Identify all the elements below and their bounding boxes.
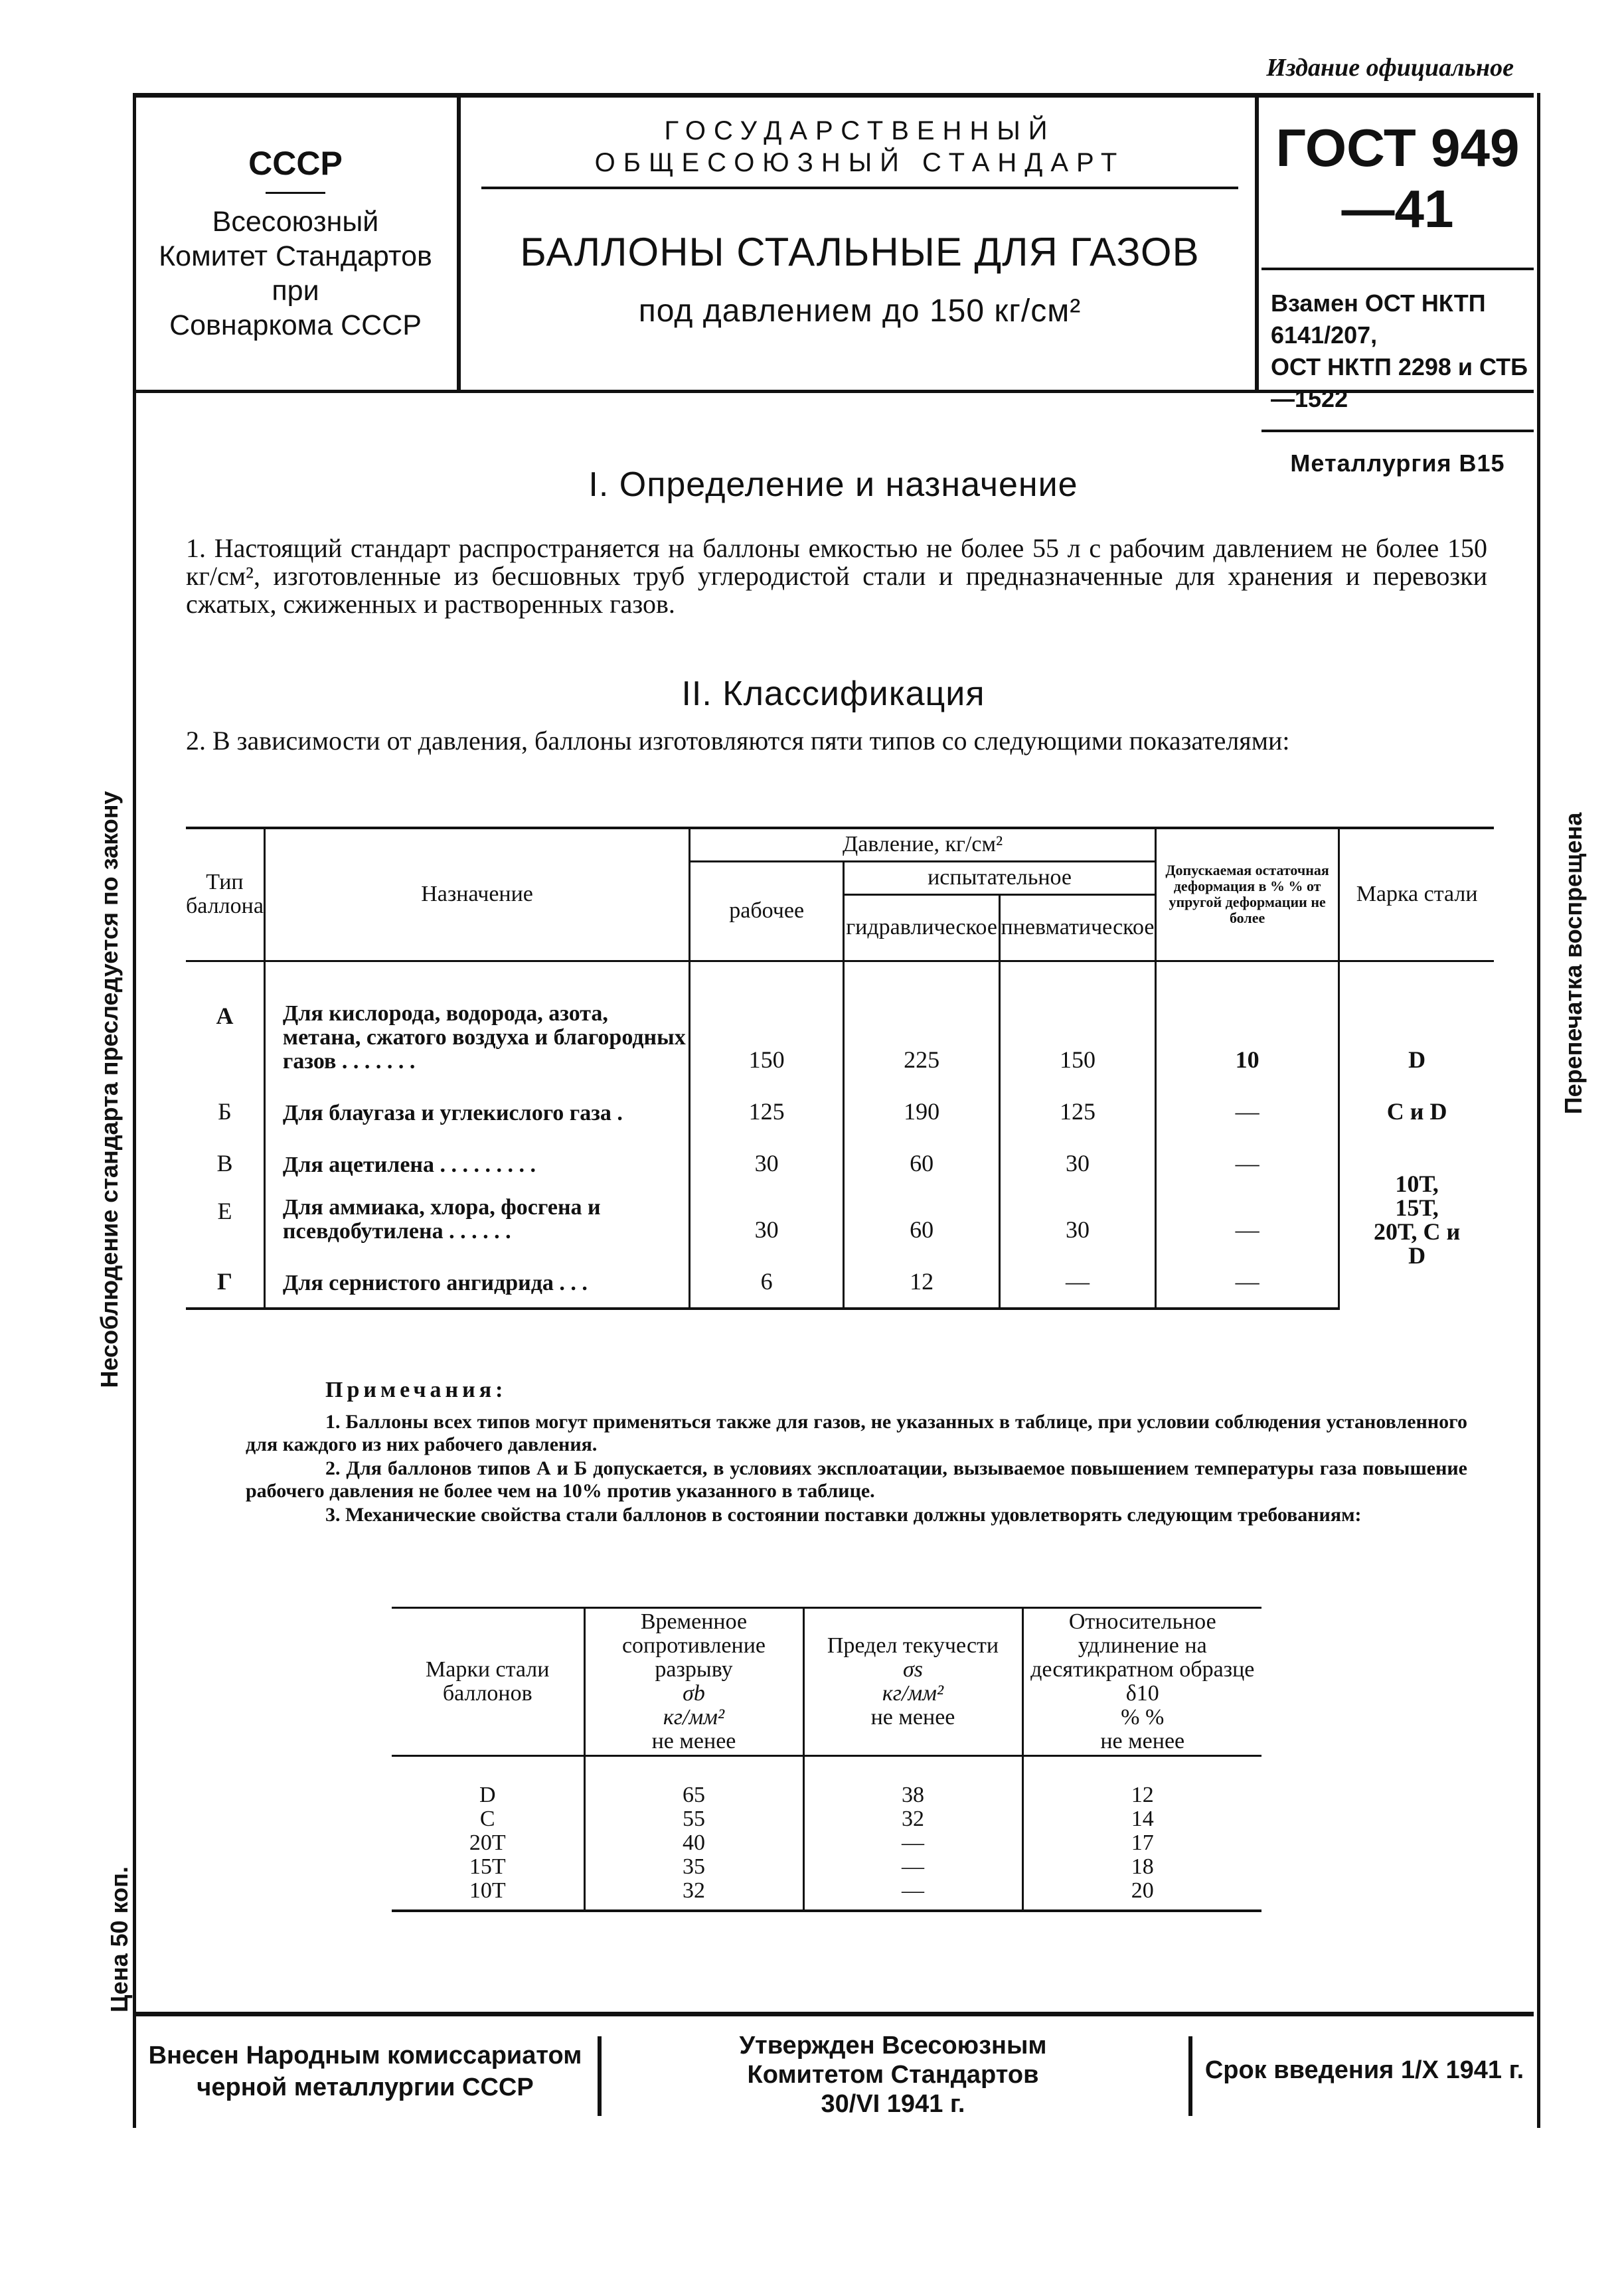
replaces-line: ОСТ НКТП 2298 и СТБ—1522 [1271, 353, 1528, 412]
yield-value: 38 [902, 1783, 924, 1807]
grade-value: 10Т [469, 1878, 506, 1903]
header-strength-unit: кг/мм² [663, 1705, 725, 1730]
header-strength [584, 1608, 803, 1756]
header-yield [803, 1608, 1022, 1756]
table-row [186, 1182, 1494, 1249]
cell-working: 125 [690, 1079, 844, 1131]
divider [266, 192, 325, 194]
strength-value: 65 [683, 1783, 705, 1807]
divider [1261, 268, 1534, 270]
elongation-column [1022, 1756, 1261, 1911]
cell-type: Г [186, 1249, 264, 1309]
divider [481, 187, 1238, 189]
code-block [1261, 98, 1534, 477]
yield-value: 32 [902, 1807, 924, 1831]
header-strength-symbol: σb [683, 1681, 705, 1706]
approved-by [598, 2031, 1188, 2119]
elongation-value: 17 [1131, 1830, 1154, 1855]
cell-pneumatic: 30 [1000, 1131, 1156, 1182]
note: 1. Баллоны всех типов могут применяться также для газов, не указанных в таблице, при условии соблюдения установленного для каждого из них рабочего давления. [246, 1411, 1467, 1455]
grade-value: С [479, 1807, 495, 1831]
cell-working: 30 [690, 1131, 844, 1182]
elongation-value: 12 [1131, 1783, 1154, 1807]
strength-column [584, 1756, 803, 1911]
approved-line: Комитетом Стандартов [747, 2061, 1039, 2089]
legal-notice: Несоблюдение стандарта преследуется по закону [96, 791, 123, 1388]
cell-pneumatic: 150 [1000, 961, 1156, 1079]
cell-working: 30 [690, 1182, 844, 1249]
cell-type: А [186, 961, 264, 1079]
committee-line: Всесоюзный [212, 206, 379, 238]
cell-deformation: — [1156, 1249, 1339, 1309]
paragraph: 1. Настоящий стандарт распространяется на баллоны емкостью не более 55 л с рабочим давлением не более 150 кг/см², изготовленные из бесшовных труб углеродистой стали и предназначенные для хранения и перевозки сжатых, сжиженных и растворенных газов. [186, 533, 1487, 619]
header-strength-text: Временное сопротивление разрыву [621, 1609, 766, 1682]
header-yield-text: Предел текучести [827, 1633, 999, 1658]
elongation-value: 18 [1131, 1854, 1154, 1879]
strength-value: 40 [683, 1830, 705, 1855]
cell-purpose: Для сернистого ангидрида . . . [264, 1249, 689, 1309]
approved-line: 30/VI 1941 г. [821, 2090, 965, 2118]
cell-deformation: — [1156, 1131, 1339, 1182]
yield-column [803, 1756, 1022, 1911]
cell-hydraulic: 190 [844, 1079, 1000, 1131]
cell-hydraulic: 60 [844, 1131, 1000, 1182]
paragraph: 2. В зависимости от давления, баллоны изготовляются пяти типов со следующими показателями: [186, 726, 1290, 756]
header-yield-unit: кг/мм² [882, 1681, 944, 1706]
grade-value: 20Т [469, 1830, 506, 1855]
cell-type: Е [186, 1182, 264, 1249]
header-elongation-text: Относительное удлинение на десятикратном образце [1030, 1609, 1255, 1682]
cell-purpose: Для ацетилена . . . . . . . . . [264, 1131, 689, 1182]
elongation-value: 14 [1131, 1807, 1154, 1831]
elongation-value: 20 [1131, 1878, 1154, 1903]
table-row [186, 1249, 1494, 1309]
replaces-line: Взамен ОСТ НКТП 6141/207, [1271, 289, 1486, 349]
standard-kind: ОБЩЕСОЮЗНЫЙ СТАНДАРТ [594, 148, 1125, 177]
introduced-line: черной металлургии СССР [197, 2073, 534, 2101]
header-strength-min: не менее [651, 1729, 736, 1753]
divider [1261, 430, 1534, 432]
cell-working: 150 [690, 961, 844, 1079]
cell-hydraulic: 225 [844, 961, 1000, 1079]
yield-value: — [902, 1878, 924, 1903]
header-deformation: Допускаемая остаточная деформация в % % от упругой деформации не более [1156, 828, 1339, 961]
introduced-line: Внесен Народным комиссариатом [148, 2042, 582, 2069]
cell-steel: D [1339, 961, 1494, 1079]
edition-label: Издание официальное [1266, 54, 1514, 82]
table-row [392, 1756, 1261, 1911]
table-row [186, 1131, 1494, 1182]
introduced-by [133, 2040, 598, 2103]
section-heading: II. Классификация [681, 675, 985, 713]
document-subtitle: под давлением до 150 кг/см² [638, 293, 1082, 329]
yield-value: — [902, 1854, 924, 1879]
header-grade-text: Марки стали баллонов [426, 1657, 550, 1706]
grade-column [392, 1756, 584, 1911]
cell-working: 6 [690, 1249, 844, 1309]
reprint-notice: Перепечатка воспрещена [1560, 812, 1587, 1115]
cell-pneumatic: 125 [1000, 1079, 1156, 1131]
cell-pneumatic: 30 [1000, 1182, 1156, 1249]
header-elongation [1022, 1608, 1261, 1756]
header-test: испытательное [844, 861, 1156, 894]
header-yield-symbol: σs [903, 1657, 923, 1682]
issuer-block [133, 98, 458, 390]
standard-code: ГОСТ 949—41 [1275, 118, 1520, 238]
note: 3. Механические свойства стали баллонов в состоянии поставки должны удовлетворять следующим требованиям: [325, 1504, 1362, 1526]
cell-purpose: Для аммиака, хлора, фосгена и псевдобутилена . . . . . . [264, 1182, 689, 1249]
header-grade [392, 1608, 584, 1756]
cylinder-types-table [186, 827, 1494, 1310]
price-label: Цена 50 коп. [106, 1866, 133, 2012]
committee-line: Совнаркома СССР [169, 309, 422, 341]
document-footer [133, 2012, 1534, 2133]
yield-value: — [902, 1830, 924, 1855]
cell-pneumatic: — [1000, 1249, 1156, 1309]
table-row [186, 1079, 1494, 1131]
standard-kind: ГОСУДАРСТВЕННЫЙ [664, 116, 1056, 145]
ussr-label: СССР [248, 145, 343, 182]
title-block [468, 98, 1252, 390]
cell-deformation: — [1156, 1079, 1339, 1131]
header-pneumatic: пневматическое [1000, 894, 1156, 961]
mechanical-properties-table [392, 1607, 1261, 1912]
cell-type: Б [186, 1079, 264, 1131]
footer-divider [1188, 2036, 1192, 2116]
classification-group: Металлургия В15 [1290, 449, 1505, 477]
header-hydraulic: гидравлическое [844, 894, 1000, 961]
header-elongation-min: не менее [1100, 1729, 1185, 1753]
cell-hydraulic: 60 [844, 1182, 1000, 1249]
cell-type: В [186, 1131, 264, 1182]
grade-value: 15Т [469, 1854, 506, 1879]
header-yield-min: не менее [870, 1705, 955, 1730]
document-header [133, 93, 1534, 477]
cell-deformation: 10 [1156, 961, 1339, 1079]
cell-purpose: Для кислорода, водорода, азота, метана, сжатого воздуха и благородных газов . . . . . . . [264, 961, 689, 1079]
header-elongation-symbol: δ10 [1125, 1681, 1159, 1706]
header-type: Тип баллона [186, 828, 264, 961]
header-divider [1255, 98, 1259, 390]
cell-steel: 10Т, 15Т, 20Т, С и D [1339, 1131, 1494, 1309]
note: 2. Для баллонов типов А и Б допускается, в условиях эксплоатации, вызываемое повышением температуры газа повышение рабочего давления не более чем на 10% против указанного в таблице. [246, 1457, 1467, 1502]
header-elongation-unit: % % [1121, 1705, 1165, 1730]
section-heading: I. Определение и назначение [588, 465, 1078, 504]
committee-line: Комитет Стандартов [159, 240, 432, 272]
header-steel: Марка стали [1339, 828, 1494, 961]
cell-deformation: — [1156, 1182, 1339, 1249]
effective-date: Срок введения 1/X 1941 г. [1204, 2056, 1524, 2084]
approved-line: Утвержден Всесоюзным [739, 2032, 1047, 2060]
strength-value: 55 [683, 1807, 705, 1831]
cell-hydraulic: 12 [844, 1249, 1000, 1309]
header-working: рабочее [690, 861, 844, 961]
header-purpose: Назначение [264, 828, 689, 961]
committee-line: при [272, 275, 319, 307]
cell-steel: С и D [1339, 1079, 1494, 1131]
grade-value: D [479, 1783, 496, 1807]
strength-value: 35 [683, 1854, 705, 1879]
table-row [186, 961, 1494, 1079]
cell-purpose: Для блаугаза и углекислого газа . [264, 1079, 689, 1131]
strength-value: 32 [683, 1878, 705, 1903]
header-pressure: Давление, кг/см² [690, 828, 1156, 861]
notes-title: Примечания: [325, 1378, 507, 1402]
document-title: БАЛЛОНЫ СТАЛЬНЫЕ ДЛЯ ГАЗОВ [520, 230, 1200, 274]
